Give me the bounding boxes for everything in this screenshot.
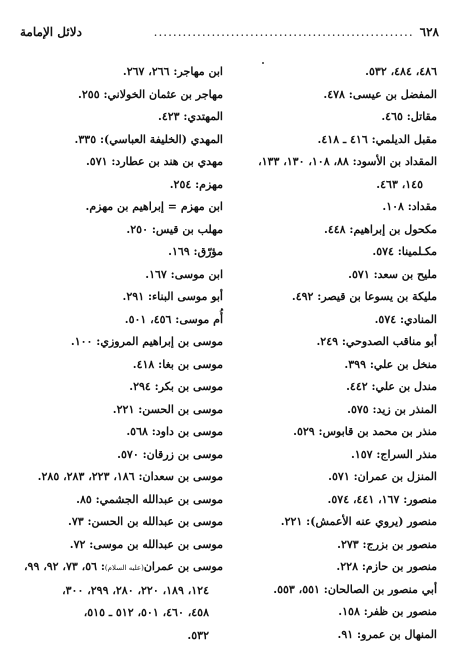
index-entry: منصور بن حازم: ٢٢٨.: [336, 560, 437, 573]
index-entry: مؤرّق: ١٦٩.: [168, 245, 223, 258]
index-entry: المنادي: ٥٧٤.: [374, 312, 437, 326]
index-entry: مهزم: ٢٥٤.: [169, 177, 223, 191]
index-entry: مندل بن علي: ٤٤٢.: [346, 380, 437, 393]
index-entry: مقبل الديلمي: ٤١٦ ـ ٤١٨.: [317, 132, 437, 146]
index-entry: مليكة بن يسوعا بن قيصر: ٤٩٢.: [291, 290, 437, 303]
index-entry: موسى بن عبدالله الجشمي: ٨٥.: [76, 492, 223, 506]
index-entry: ابن موسى: ١٦٧.: [145, 267, 223, 281]
index-entry: منصور: ١٦٧، ٤٤١، ٥٧٤.: [327, 492, 437, 506]
index-entry-continuation: ١٤٥، ٤٦٣.: [376, 177, 423, 191]
index-entry: المفضل بن عيسى: ٤٧٨.: [323, 87, 437, 101]
honorific-mark: (عليه السلام): [104, 564, 144, 572]
index-entry-continuation: ٥٣٢.: [187, 628, 209, 642]
ink-speck: [262, 62, 264, 64]
left-column: [11, 66, 223, 652]
index-entry: مهاجر بن عثمان الخولاني: ٢٥٥.: [78, 87, 223, 101]
index-entry: مهدي بن هند بن عطارد: ٥٧١.: [85, 155, 223, 168]
index-entry: ابن مهاجر: ٢٦٦، ٢٦٧.: [122, 65, 223, 78]
right-column: [215, 66, 437, 651]
book-title: دلائل الإمامة: [20, 25, 82, 39]
index-entry: المنهال بن عمرو: ٩١.: [337, 627, 437, 641]
index-entry: منذر بن محمد بن قابوس: ٥٢٩.: [293, 425, 437, 438]
index-entry: موسى بن الحسن: ٢٢١.: [112, 402, 223, 416]
entry-name: موسى بن عمران: [143, 560, 223, 573]
index-entry: موسى بن بكر: ٢٩٤.: [129, 380, 223, 393]
index-entry: المهدي (الخليفة العباسي): ٣٣٥.: [74, 132, 223, 146]
index-entry: مكـلمينا: ٥٧٤.: [372, 245, 437, 258]
index-entry: المنذر بن زيد: ٥٧٥.: [347, 402, 437, 416]
running-header: [20, 22, 439, 42]
index-entry: مكحول بن إبراهيم: ٤٤٨.: [324, 222, 437, 236]
index-entry: موسى بن سعدان: ١٨٦، ٢٢٣، ٢٨٣، ٢٨٥.: [37, 470, 223, 483]
index-entry: مهلب بن قيس: ٢٥٠.: [126, 222, 223, 236]
entry-pages: : ٥٦، ٧٣، ٩٢، ٩٩،: [23, 560, 105, 573]
index-entry: موسى بن زرقان: ٥٧٠.: [117, 447, 223, 461]
leader-dots: ......................................................: [153, 25, 414, 39]
index-entry: موسى بن داود: ٥٦٨.: [126, 425, 223, 438]
index-entry: مقاتل: ٤٦٥.: [381, 110, 437, 123]
index-entry: موسى بن عبدالله بن موسى: ٧٢.: [69, 537, 223, 551]
index-entry: أبو مناقب الصدوحي: ٢٤٩.: [316, 335, 437, 348]
index-entry-continuation: ١٢٤، ١٨٩، ٢٢٠، ٢٨٠، ٢٩٩، ٣٠٠،: [62, 583, 209, 597]
index-entry: المقداد بن الأسود: ٨٨، ١٠٨، ١٣٠، ١٣٣،: [258, 155, 437, 168]
index-entry: منصور (يروي عنه الأعمش): ٢٢١.: [280, 515, 437, 528]
index-entry: منخل بن علي: ٣٩٩.: [344, 357, 437, 371]
index-entry: المنزل بن عمران: ٥٧١.: [328, 470, 437, 483]
index-entry: أُم موسى: ٤٥٦، ٥٠١.: [124, 312, 223, 326]
index-entry-continuation: ٤٥٨، ٤٦٠، ٥٠١، ٥١٢ ـ ٥١٥،: [83, 606, 209, 619]
index-entry: منصور بن بزرج: ٢٧٣.: [337, 537, 437, 551]
index-entry: ابن مهزم = إبراهيم بن مهزم.: [85, 200, 223, 213]
index-entry: موسى بن بغا: ٤١٨.: [132, 357, 223, 371]
index-entry: موسى بن إبراهيم المروزي: ١٠٠.: [70, 335, 223, 348]
index-entry: موسى بن عبدالله بن الحسن: ٧٣.: [67, 515, 223, 528]
index-entry: المهتدي: ٤٢٣.: [157, 110, 223, 123]
index-entry: أبي منصور بن الصالحان: ٥٥١، ٥٥٣.: [273, 582, 437, 596]
index-entry: أبو موسى البناء: ٢٩١.: [122, 290, 223, 303]
index-entry: ٤٨٦، ٤٨٤، ٥٣٢.: [365, 65, 437, 78]
index-entry: منصور بن ظفر: ١٥٨.: [338, 605, 437, 618]
index-entry: مقداد: ١٠٨.: [382, 200, 437, 213]
index-entry: مليح بن سعد: ٥٧١.: [348, 267, 437, 281]
index-entry-musa-imran: [11, 561, 223, 574]
index-entry: منذر السراج: ١٥٧.: [350, 447, 437, 461]
page-number: ٦٢٨: [419, 25, 439, 39]
